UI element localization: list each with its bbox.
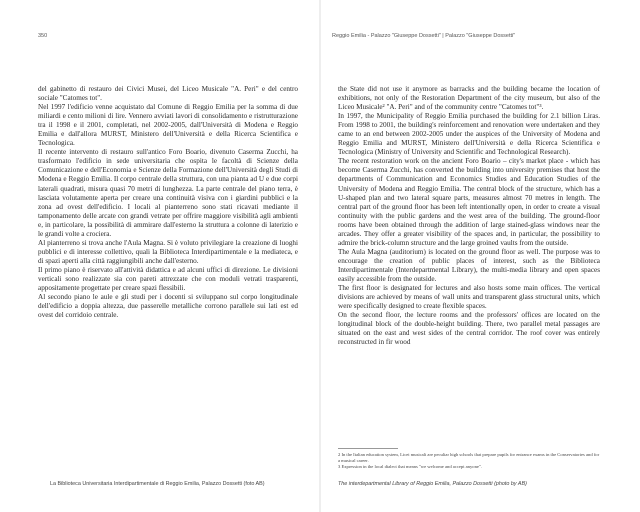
footnote: 3 Expression in the local dialect that means "we welcome and accept anyone". [338, 464, 482, 469]
paragraph: The first floor is designated for lectures and also hosts some main offices. The vertical divisions are achieved by means of wall units and transparent glass structural units, which were specifically designed to create flexible spaces. [338, 284, 600, 311]
paragraph: Nel 1997 l'edificio venne acquistato dal Comune di Reggio Emilia per la somma di due miliardi e cento milioni di lire. Vennero avviati lavori di consolidamento e ristrutturazione tra il 1998 e il 2001, completati, nel 2002-2005, dall'Università di Modena e Reggio Emilia e dall'allora MURST, Ministero dell'Università e della Ricerca Scientifica e Tecnologica. [38, 103, 298, 148]
photo-caption-italian: La Biblioteca Universitaria Interdipartimentale di Reggio Emilia, Palazzo Dossetti (foto AB) [50, 481, 265, 487]
page-number: 350 [38, 33, 48, 39]
italian-text-column [38, 85, 298, 320]
footnote-divider [338, 448, 398, 449]
paragraph: The recent restoration work on the ancient Foro Boario – city's market place - which has become Caserma Zucchi, has converted the building into university premises that host the departments of Communication and Economics Studies and Education Studies of the University of Modena and Reggio Emilia. The central block of the structure, which has a U-shaped plan and two lateral square parts, measures almost 70 metres in length. The central part of the ground floor has been left intentionally open, in order to create a visual continuity with the public gardens and the west area of the building. The ground-floor rooms have been obtained through the addition of large stained-glass windows near the arcades. They offer a greater visibility of the spaces and, in particular, the possibility to admire the brick-column structure and the large groined vaults from the outside. [338, 157, 600, 247]
paragraph: the State did not use it anymore as barracks and the building became the location of exhibitions, not only of the Restoration Department of the city museum, but also of the Liceo Musicale² "A. Peri" and of the community centre "Catomes tot"³. [338, 85, 600, 112]
paragraph: Il primo piano è riservato all'attività didattica e ad alcuni uffici di direzione. Le divisioni verticali sono realizzate sia con pareti attrezzate che con moduli vetrati trasparenti, appositamente progettate per creare spazi flessibili. [38, 265, 298, 293]
paragraph: The Aula Magna (auditorium) is located on the ground floor as well. The purpose was to encourage the creation of public places of interest, such as the Biblioteca Interdipartimentale (Interdepartmental Library), the multi-media library and open spaces easily accessible from the outside. [338, 247, 600, 283]
english-text-column [338, 85, 600, 347]
paragraph: del gabinetto di restauro dei Civici Musei, del Liceo Musicale "A. Peri" e del centro sociale "Catomes tot". [38, 85, 298, 103]
footnote: 2 In the Italian education system, Licei musicali are peculiar high schools that prepare pupils for entrance exams in the Conservatories and for a musical career. [338, 452, 600, 463]
footnotes [338, 452, 600, 470]
photo-caption-english: The interdepartmental Library of Reggio Emilia, Palazzo Dossetti (photo by AB) [338, 481, 527, 487]
paragraph: Al pianterreno si trova anche l'Aula Magna. Si è voluto privilegiare la creazione di luoghi pubblici e di interesse collettivo, quali la Biblioteca Interdipartimentale e la mediateca, e di spazi aperti alla città raggiungibili anche dall'esterno. [38, 238, 298, 265]
paragraph: In 1997, the Municipality of Reggio Emilia purchased the building for 2.1 billion Liras. From 1998 to 2001, the building's reinforcement and renovation were undertaken and they came to an end between 2002-2005 under the auspices of the University of Modena and Reggio Emilia and MURST, Ministero dell'Università e della Ricerca Scientifica e Tecnologica (Ministry of University and Scientific and Technological Research). [338, 112, 600, 157]
paragraph: Al secondo piano le aule e gli studi per i docenti si sviluppano sul corpo longitudinale dell'edificio a doppia altezza, due passerelle metalliche corrono parallele sui lati est ed ovest del corridoio centrale. [38, 293, 298, 320]
running-header: Reggio Emilia - Palazzo "Giuseppe Dossetti" | Palazzo "Giuseppe Dossetti" [332, 33, 516, 39]
paragraph: On the second floor, the lecture rooms and the professors' offices are located on the longitudinal block of the double-height building. There, two parallel metal passages are situated on the east and west sides of the central corridor. The roof cover was entirely reconstructed in fir wood [338, 311, 600, 347]
page-gutter [319, 0, 321, 512]
paragraph: Il recente intervento di restauro sull'antico Foro Boario, divenuto Caserma Zucchi, ha trasformato l'edificio in sede universitaria che ospita le facoltà di Scienze della Comunicazione e dell'Economia e Scienze della Formazione dell'Università degli Studi di Modena e Reggio Emilia. Il corpo centrale della struttura, con una pianta ad U e due corpi laterali quadrati, misura quasi 70 metri di lunghezza. La parte centrale del piano terra, è lasciata volutamente aperta per creare una continuità visiva con i giardini pubblici e la zona ad ovest dell'edificio. I locali al pianterreno sono stati ricavati mediante il tamponamento delle arcate con grandi vetrate per offrire maggiore visibilità agli ambienti e, in particolare, la possibilità di ammirare dall'esterno la struttura a colonne di laterizio e le grandi volte a crociera. [38, 148, 298, 238]
